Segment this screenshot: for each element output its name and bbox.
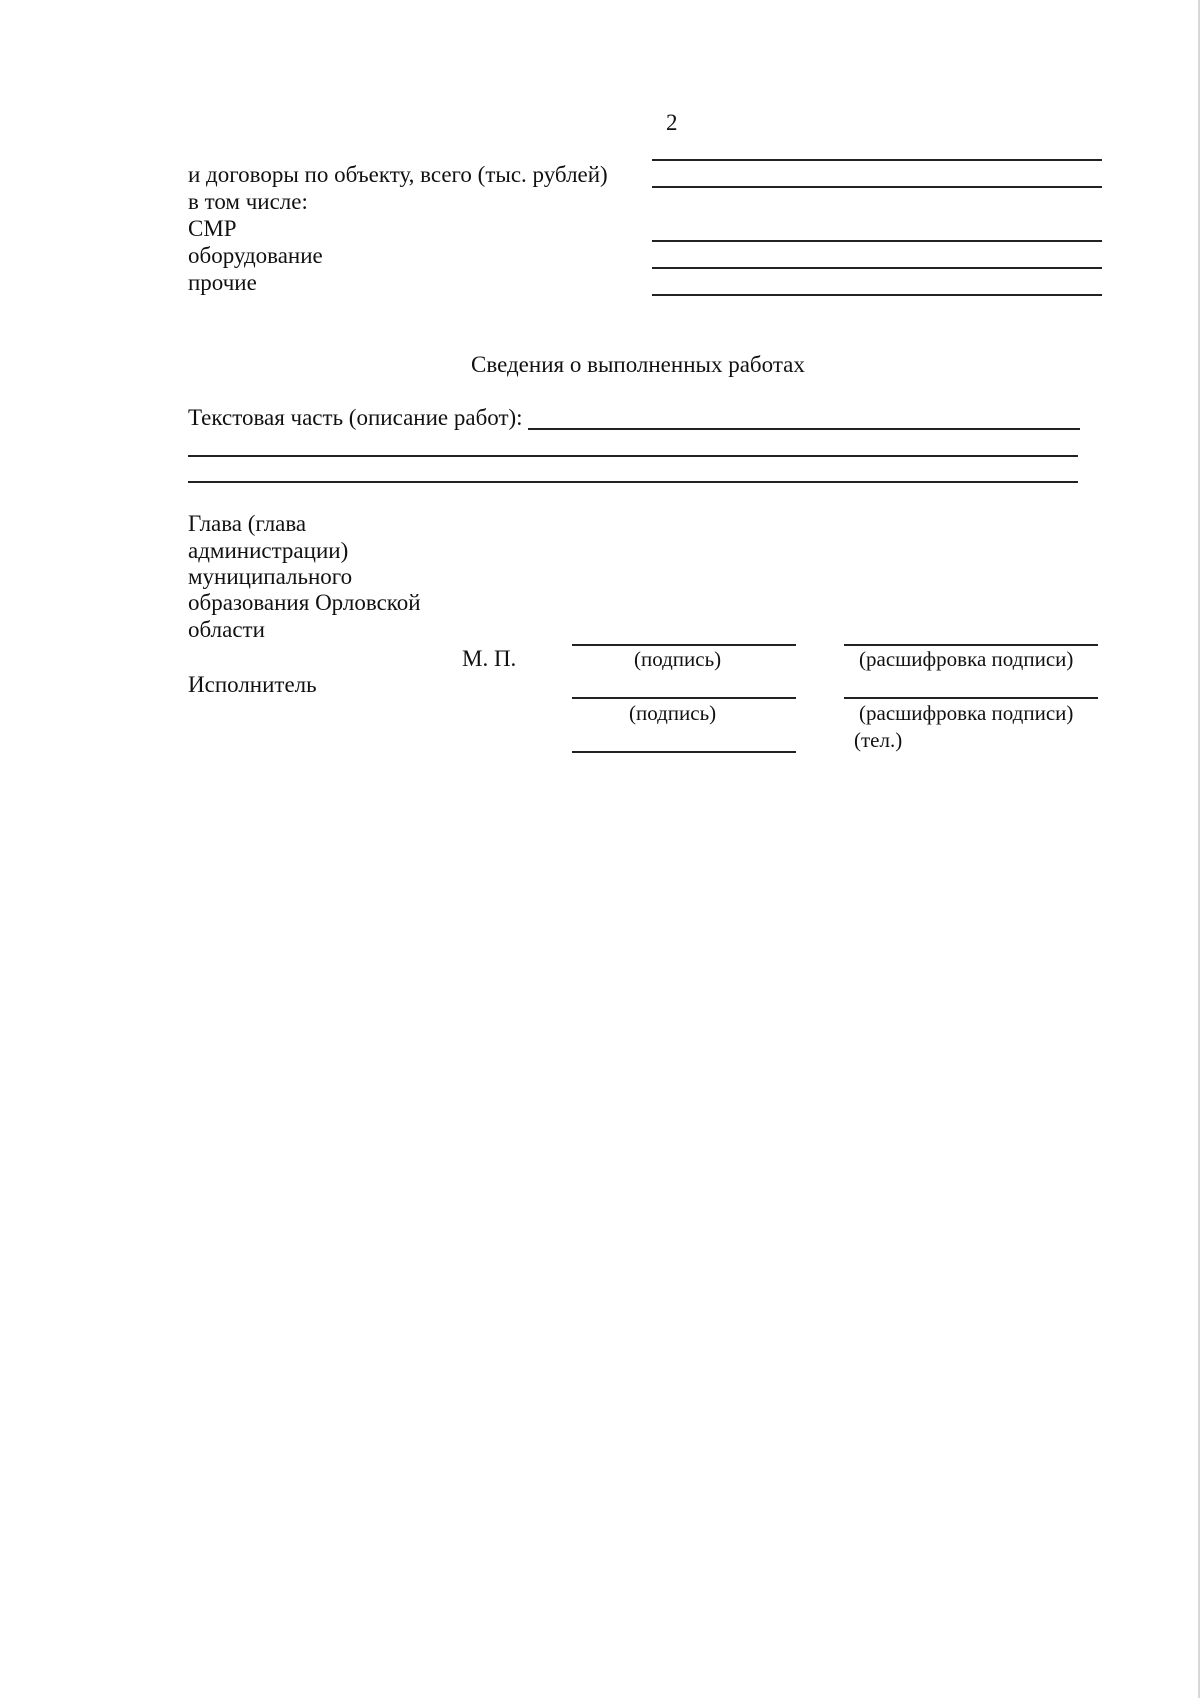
- financing-total-label: и договоры по объекту, всего (тыс. рублей): [188, 162, 608, 187]
- head-label-line-3: муниципального: [188, 564, 353, 589]
- text-part-line-2: [188, 455, 1078, 457]
- decoding-caption-1: (расшифровка подписи): [859, 647, 1074, 671]
- financing-equipment-label: оборудование: [188, 243, 323, 268]
- section-title: Сведения о выполненных работах: [471, 352, 805, 377]
- phone-label: (тел.): [854, 728, 903, 752]
- financing-including-label: в том числе:: [188, 189, 308, 214]
- phone-line: [572, 751, 796, 753]
- executor-decoding-line: [844, 697, 1098, 699]
- financing-blank-top-line: [652, 159, 1102, 161]
- stamp-label: М. П.: [462, 646, 517, 671]
- financing-smr-line: [652, 240, 1102, 242]
- head-label-line-1: Глава (глава: [188, 511, 307, 536]
- financing-smr-label: СМР: [188, 216, 237, 241]
- signature-caption-2: (подпись): [629, 701, 717, 725]
- page-number: 2: [666, 110, 678, 135]
- financing-total-line: [652, 186, 1102, 188]
- text-part-label: Текстовая часть (описание работ):: [188, 405, 523, 430]
- executor-signature-line: [572, 697, 796, 699]
- text-part-line-1: [528, 428, 1080, 430]
- head-signature-line: [572, 644, 796, 646]
- financing-equipment-line: [652, 267, 1102, 269]
- decoding-caption-2: (расшифровка подписи): [859, 701, 1074, 725]
- head-decoding-line: [844, 644, 1098, 646]
- financing-other-label: прочие: [188, 270, 257, 295]
- text-part-line-3: [188, 481, 1078, 483]
- financing-other-line: [652, 294, 1102, 296]
- head-label-line-2: администрации): [188, 538, 349, 563]
- signature-caption-1: (подпись): [634, 647, 722, 671]
- executor-label: Исполнитель: [188, 672, 317, 697]
- head-label-line-5: области: [188, 617, 265, 642]
- head-label-line-4: образования Орловской: [188, 590, 421, 615]
